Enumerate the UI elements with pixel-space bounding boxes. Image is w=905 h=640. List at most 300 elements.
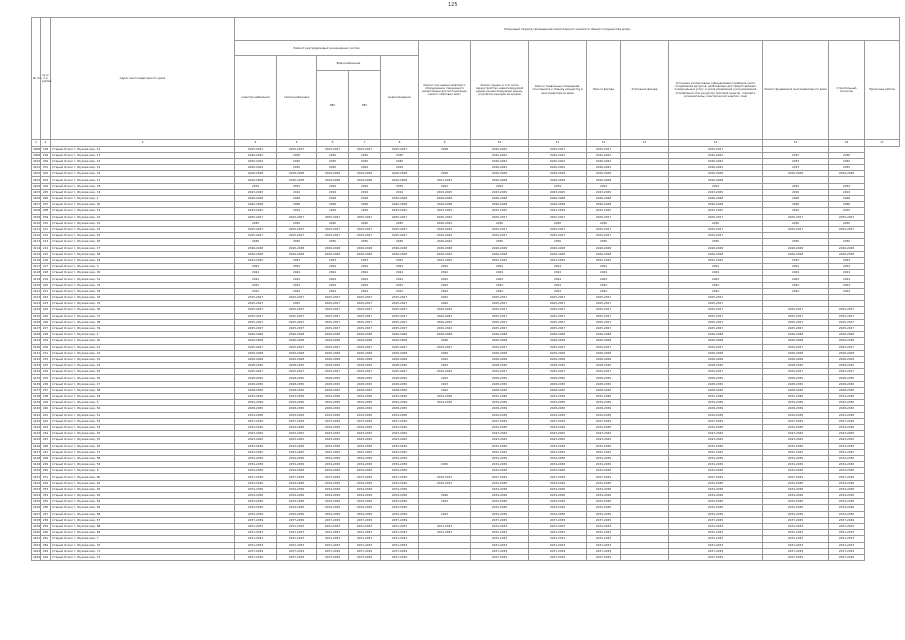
table-cell: 2034-2036 — [669, 400, 763, 406]
table-cell: 2021-2023 — [419, 177, 471, 183]
table-cell: 2034-2036 — [235, 511, 277, 517]
table-cell: 2026-2028 — [317, 177, 349, 183]
table-cell: 4148 — [33, 455, 41, 460]
table-cell: 2034-2036 — [349, 486, 381, 492]
table-cell: 4140 — [33, 406, 41, 411]
table-cell: 2019 — [829, 189, 865, 195]
table-cell: 2026-2028 — [587, 338, 621, 344]
table-cell: 2034-2036 — [381, 511, 419, 517]
table-cell: 2024 — [529, 276, 587, 282]
table-cell: 2024 — [763, 288, 829, 294]
table-cell: 233 — [41, 363, 51, 369]
table-cell: 2037-2039 — [235, 548, 277, 554]
table-cell: 2034-2036 — [235, 480, 277, 486]
table-cell: 2034-2036 — [529, 480, 587, 486]
table-cell: 2025-2027 — [587, 295, 621, 301]
table-cell: 2024 — [471, 288, 529, 294]
table-cell: 2034-2036 — [317, 511, 349, 517]
table-cell: 2025-2027 — [829, 325, 865, 331]
table-cell: 2025-2027 — [587, 307, 621, 313]
column-number: 9 — [419, 140, 471, 147]
table-cell: 2025-2027 — [669, 313, 763, 319]
table-cell: 2034-2036 — [763, 455, 829, 461]
table-cell: 2024 — [471, 276, 529, 282]
table-cell: 2037-2039 — [317, 554, 349, 560]
table-cell: 2034-2036 — [763, 505, 829, 511]
table-cell: 2030 — [763, 239, 829, 245]
table-cell: 2026-2028 — [349, 251, 381, 257]
table-cell: 2040-2042 — [471, 152, 529, 158]
table-cell: 2028-2030 — [349, 406, 381, 412]
table-cell: 2034-2036 — [419, 394, 471, 400]
table-cell: 2025-2027 — [529, 319, 587, 325]
table-cell: 2034-2036 — [471, 480, 529, 486]
table-cell: 2037-2039 — [763, 418, 829, 424]
column-number: 13 — [621, 140, 669, 147]
table-cell: 2022 — [419, 264, 471, 270]
table-cell: 4145 — [33, 437, 41, 442]
table-cell: 2043-2045 — [317, 449, 349, 455]
address-cell: Старый Оскол г, Жукова мкр, 7 — [51, 536, 235, 542]
table-cell: 2025-2027 — [277, 369, 317, 375]
table-cell: 254 — [41, 493, 51, 499]
table-cell: 2043-2045 — [669, 437, 763, 443]
table-cell: 2028-2030 — [277, 387, 317, 393]
table-cell: 2031-2033 — [587, 530, 621, 536]
table-cell: 2025-2027 — [471, 319, 529, 325]
table-cell: 206 — [41, 196, 51, 202]
table-cell: 2043-2045 — [829, 431, 865, 437]
table-cell: 2025-2027 — [381, 146, 419, 152]
table-cell: 2030 — [381, 152, 419, 158]
table-cell: 2031-2033 — [829, 542, 865, 548]
column-number: 16 — [829, 140, 865, 147]
table-cell: 2028-2030 — [669, 363, 763, 369]
table-cell: 2026-2028 — [829, 356, 865, 362]
table-cell: 2037-2039 — [529, 418, 587, 424]
table-cell: 2031-2033 — [529, 536, 587, 542]
table-cell: 2026-2028 — [349, 356, 381, 362]
table-cell: 2023 — [419, 499, 471, 505]
table-cell: 4113 — [33, 239, 41, 244]
table-cell: 4144 — [33, 431, 41, 436]
table-cell: 2034-2036 — [529, 424, 587, 430]
table-cell: 2025-2027 — [277, 233, 317, 239]
table-cell: 2024 — [235, 276, 277, 282]
table-cell: 2034-2036 — [235, 424, 277, 430]
table-cell: 214 — [41, 245, 51, 251]
table-cell: 2022 — [419, 295, 471, 301]
table-cell: 4139 — [33, 400, 41, 405]
table-cell: 2025-2027 — [235, 233, 277, 239]
table-cell: 2022 — [419, 356, 471, 362]
table-cell: 2026-2028 — [529, 171, 587, 177]
table-cell: 2025-2027 — [235, 319, 277, 325]
table-cell: 2037-2039 — [471, 548, 529, 554]
table-cell: 2025-2027 — [381, 233, 419, 239]
table-cell: 2034-2036 — [529, 394, 587, 400]
table-cell: 2046-2048 — [381, 196, 419, 202]
table-cell: 2046-2048 — [381, 245, 419, 251]
header-no: № п/п — [32, 18, 41, 140]
table-cell: 2034-2036 — [349, 493, 381, 499]
table-cell: 2031-2033 — [317, 530, 349, 536]
table-cell: 2034-2036 — [587, 511, 621, 517]
table-cell: 2025-2027 — [587, 325, 621, 331]
table-cell: 2030 — [235, 239, 277, 245]
table-cell: 4163 — [33, 548, 41, 553]
table-cell: 2025-2027 — [349, 301, 381, 307]
table-cell: 2031-2033 — [381, 530, 419, 536]
table-cell: 2028-2030 — [317, 406, 349, 412]
table-cell: 2034-2036 — [277, 505, 317, 511]
table-cell: 2034-2036 — [349, 424, 381, 430]
table-cell: 2043-2045 — [529, 208, 587, 214]
table-cell: 2025-2027 — [235, 301, 277, 307]
table-cell: 2025-2027 — [471, 295, 529, 301]
table-cell: 2025-2027 — [669, 226, 763, 232]
table-cell: 2043-2045 — [277, 431, 317, 437]
table-cell: 2025-2027 — [471, 226, 529, 232]
table-cell: 4104 — [33, 183, 41, 188]
table-cell: 2043-2045 — [587, 449, 621, 455]
header-basement: Ремонт подвальных помещений, относящихся к общему имуществу в многоквартирном доме — [529, 41, 587, 140]
table-cell: 2037-2039 — [381, 517, 419, 523]
table-cell: 2034-2036 — [471, 486, 529, 492]
table-cell: 2031-2033 — [529, 523, 587, 529]
table-cell: 2028-2030 — [471, 387, 529, 393]
table-cell: 2046-2048 — [669, 332, 763, 338]
table-cell: 2043-2045 — [381, 437, 419, 443]
table-cell: 2026-2028 — [669, 350, 763, 356]
table-cell: 2024 — [587, 282, 621, 288]
table-cell: 221 — [41, 288, 51, 294]
table-cell: 2046-2048 — [763, 332, 829, 338]
column-number: 7 — [349, 140, 381, 147]
address-cell: Старый Оскол г, Жукова мкр, 47 — [51, 381, 235, 387]
table-cell: 2025-2027 — [471, 344, 529, 350]
table-cell: 2037-2039 — [471, 517, 529, 523]
table-cell: 2026-2028 — [829, 171, 865, 177]
table-cell: 2040-2042 — [419, 214, 471, 220]
table-cell: 2025-2027 — [381, 307, 419, 313]
table-cell: 2024 — [829, 270, 865, 276]
table-cell: 2025-2027 — [277, 146, 317, 152]
table-cell: 2025-2027 — [763, 313, 829, 319]
table-cell: 2034-2036 — [763, 443, 829, 449]
address-cell: Старый Оскол г, Жукова мкр, 6 — [51, 468, 235, 474]
table-cell: 2030 — [277, 152, 317, 158]
table-cell: 2024 — [381, 282, 419, 288]
table-cell: 2040-2042 — [471, 165, 529, 171]
table-cell: 2025-2027 — [587, 344, 621, 350]
table-cell: 2026 — [419, 338, 471, 344]
table-cell: 2046-2048 — [763, 245, 829, 251]
table-cell: 2025-2027 — [277, 295, 317, 301]
table-cell: 2028-2030 — [587, 387, 621, 393]
table-cell: 2034-2036 — [349, 480, 381, 486]
table-cell: 2037-2039 — [587, 418, 621, 424]
table-cell: 4158 — [33, 517, 41, 522]
table-cell: 228 — [41, 332, 51, 338]
address-cell: Старый Оскол г, Жукова мкр, 35 — [51, 301, 235, 307]
table-cell: 2037-2039 — [669, 517, 763, 523]
table-cell: 2033 — [763, 165, 829, 171]
table-cell: 2034-2036 — [587, 424, 621, 430]
table-cell: 2025-2027 — [471, 214, 529, 220]
address-cell: Старый Оскол г, Жукова мкр, 68 — [51, 523, 235, 529]
address-cell: Старый Оскол г, Жукова мкр, 36 — [51, 307, 235, 313]
table-cell: 2040-2042 — [419, 251, 471, 257]
table-cell: 264 — [41, 554, 51, 560]
table-cell: 2025-2027 — [277, 319, 317, 325]
table-cell: 2026-2028 — [763, 350, 829, 356]
table-cell: 2026-2028 — [587, 171, 621, 177]
table-cell: 2025-2027 — [317, 319, 349, 325]
table-cell: 4119 — [33, 276, 41, 281]
table-cell: 2034-2036 — [277, 499, 317, 505]
table-cell: 2034-2036 — [235, 486, 277, 492]
table-cell: 2025-2027 — [381, 313, 419, 319]
table-cell: 2022 — [419, 288, 471, 294]
table-cell: 2025-2027 — [317, 369, 349, 375]
table-cell: 2037-2039 — [277, 474, 317, 480]
table-cell: 2026-2028 — [317, 350, 349, 356]
table-cell: 2034-2036 — [317, 443, 349, 449]
table-cell: 4157 — [33, 511, 41, 516]
table-cell: 2034-2036 — [317, 499, 349, 505]
table-cell: 2034-2036 — [829, 462, 865, 468]
table-cell: 261 — [41, 536, 51, 542]
table-cell: 2040-2042 — [419, 307, 471, 313]
table-cell: 2025-2027 — [317, 313, 349, 319]
table-cell: 235 — [41, 375, 51, 381]
table-cell: 2025-2027 — [763, 369, 829, 375]
table-cell: 2034 — [829, 183, 865, 189]
table-cell: 4118 — [33, 270, 41, 275]
table-cell: 2028-2030 — [277, 363, 317, 369]
table-cell: 2025-2027 — [587, 313, 621, 319]
table-cell: 2046-2048 — [317, 245, 349, 251]
table-cell: 2034-2036 — [381, 412, 419, 418]
table-cell: 2043-2045 — [587, 437, 621, 443]
table-cell: 4159 — [33, 524, 41, 529]
address-cell: Старый Оскол г, Жукова мкр, 61 — [51, 480, 235, 486]
table-cell: 2026-2028 — [277, 356, 317, 362]
table-cell: 2025-2027 — [529, 301, 587, 307]
table-cell: 2033 — [763, 257, 829, 263]
address-cell: Старый Оскол г, Жукова мкр, 64 — [51, 499, 235, 505]
address-cell: Старый Оскол г, Жукова мкр, 27 — [51, 245, 235, 251]
table-cell: 2024 — [349, 288, 381, 294]
table-cell: 2034-2036 — [471, 462, 529, 468]
table-cell: 2034-2036 — [317, 394, 349, 400]
table-cell: 2043-2045 — [669, 431, 763, 437]
column-number: 10 — [471, 140, 529, 147]
table-cell: 2037-2039 — [829, 517, 865, 523]
table-cell: 2025-2027 — [669, 214, 763, 220]
table-cell: 2037-2039 — [277, 418, 317, 424]
table-cell: 2025-2027 — [235, 226, 277, 232]
table-cell: 2019 — [829, 208, 865, 214]
table-cell: 2025-2027 — [235, 325, 277, 331]
table-cell: 2030 — [317, 239, 349, 245]
table-cell: 249 — [41, 462, 51, 468]
table-cell: 2046-2048 — [235, 202, 277, 208]
table-cell: 2025-2027 — [349, 295, 381, 301]
table-cell: 2024 — [763, 282, 829, 288]
table-cell: 2034-2036 — [349, 511, 381, 517]
table-cell: 2030 — [235, 220, 277, 226]
table-cell: 2025-2027 — [587, 214, 621, 220]
table-cell: 2034-2036 — [471, 499, 529, 505]
table-cell: 2046-2048 — [277, 245, 317, 251]
address-cell: Старый Оскол г, Жукова мкр, 26 — [51, 239, 235, 245]
table-cell: 4111 — [33, 227, 41, 232]
table-cell: 2037-2039 — [235, 554, 277, 560]
table-cell: 2025-2027 — [349, 307, 381, 313]
table-cell: 2030 — [381, 220, 419, 226]
table-cell: 4122 — [33, 295, 41, 300]
table-cell: 2043-2045 — [471, 431, 529, 437]
address-cell: Старый Оскол г, Жукова мкр, 50 — [51, 406, 235, 412]
table-cell: 2025-2027 — [669, 146, 763, 152]
table-cell: 2028-2030 — [529, 375, 587, 381]
address-cell: Старый Оскол г, Жукова мкр, 42 — [51, 350, 235, 356]
table-cell: 2043-2045 — [381, 208, 419, 214]
table-cell: 242 — [41, 418, 51, 424]
table-cell: 2025-2027 — [317, 214, 349, 220]
table-cell: 2028-2030 — [763, 363, 829, 369]
table-cell: 2024 — [317, 276, 349, 282]
table-cell: 2034-2036 — [669, 462, 763, 468]
table-cell: 2043-2045 — [277, 437, 317, 443]
table-cell: 2030 — [763, 220, 829, 226]
table-cell: 2031-2033 — [235, 542, 277, 548]
column-number: 14 — [669, 140, 763, 147]
table-cell: 2034-2036 — [317, 455, 349, 461]
table-cell: 2034-2036 — [669, 505, 763, 511]
table-cell: 2026-2028 — [235, 338, 277, 344]
table-cell: 2034-2036 — [829, 486, 865, 492]
table-cell: 2034-2036 — [529, 499, 587, 505]
table-cell: 2043-2045 — [471, 437, 529, 443]
table-cell: 2043-2045 — [669, 257, 763, 263]
table-cell: 2043-2045 — [349, 437, 381, 443]
header-elevator: Ремонт или замена лифтового оборудования, признанного непригодным для эксплуатации, ремонт лифтовых шахт — [419, 41, 471, 140]
table-cell: 262 — [41, 542, 51, 548]
table-cell: 2034-2036 — [587, 505, 621, 511]
table-cell: 2028-2030 — [349, 375, 381, 381]
table-cell: 2025-2027 — [235, 214, 277, 220]
table-cell: 2025-2027 — [669, 233, 763, 239]
table-cell: 2043-2045 — [235, 189, 277, 195]
table-cell: 2031-2033 — [829, 530, 865, 536]
table-cell: 2026-2028 — [381, 356, 419, 362]
table-cell: 2034-2036 — [763, 468, 829, 474]
table-cell: 2034-2036 — [349, 462, 381, 468]
table-cell: 2043-2045 — [419, 189, 471, 195]
table-cell: 2025-2027 — [381, 226, 419, 232]
address-cell: Старый Оскол г, Жукова мкр, 49 — [51, 394, 235, 400]
table-cell: 2026-2028 — [317, 356, 349, 362]
table-cell: 2046-2048 — [669, 245, 763, 251]
table-cell: 2037-2039 — [349, 554, 381, 560]
table-cell: 2024 — [381, 264, 419, 270]
table-cell: 2026-2028 — [235, 171, 277, 177]
table-cell: 2025-2027 — [587, 301, 621, 307]
table-cell: 219 — [41, 276, 51, 282]
table-cell: 2025-2027 — [471, 301, 529, 307]
table-cell: 4138 — [33, 394, 41, 399]
table-cell: 2024 — [763, 264, 829, 270]
table-cell: 2025-2027 — [349, 226, 381, 232]
table-cell: 2034-2036 — [381, 505, 419, 511]
table-cell: 2024 — [349, 264, 381, 270]
table-cell: 2025-2027 — [381, 344, 419, 350]
table-cell: 2026-2028 — [471, 338, 529, 344]
table-cell: 2025-2027 — [471, 307, 529, 313]
table-cell: 2037-2039 — [235, 474, 277, 480]
address-cell: Старый Оскол г, Жукова мкр, 34 — [51, 295, 235, 301]
table-cell: 2026 — [419, 493, 471, 499]
table-cell: 2028-2030 — [587, 375, 621, 381]
table-cell: 2033 — [381, 257, 419, 263]
column-number: 6 — [317, 140, 349, 147]
table-cell: 2024 — [529, 270, 587, 276]
table-cell: 2043-2045 — [317, 437, 349, 443]
table-cell: 2034-2036 — [587, 468, 621, 474]
table-cell: 2048 — [277, 202, 317, 208]
table-cell: 2030 — [349, 220, 381, 226]
table-cell: 2031-2033 — [763, 523, 829, 529]
table-cell: 2046-2048 — [235, 196, 277, 202]
table-cell: 2040-2042 — [419, 220, 471, 226]
table-cell: 2037-2039 — [317, 517, 349, 523]
table-cell: 2043-2045 — [587, 257, 621, 263]
table-cell: 2033 — [317, 257, 349, 263]
table-cell: 2034-2036 — [587, 486, 621, 492]
table-cell: 2030 — [277, 158, 317, 164]
table-cell: 2043-2045 — [419, 208, 471, 214]
table-cell: 2025-2027 — [381, 325, 419, 331]
address-cell: Старый Оскол г, Жукова мкр, 3 — [51, 264, 235, 270]
table-cell: 2034-2036 — [381, 493, 419, 499]
table-cell: 2034-2036 — [587, 443, 621, 449]
table-cell: 2034-2036 — [587, 480, 621, 486]
table-cell: 2025-2027 — [317, 344, 349, 350]
table-cell: 2034-2036 — [669, 486, 763, 492]
table-cell: 2026-2028 — [669, 251, 763, 257]
table-cell: 2034 — [317, 183, 349, 189]
table-cell: 2043-2045 — [235, 208, 277, 214]
table-cell: 2022 — [419, 276, 471, 282]
table-cell: 216 — [41, 257, 51, 263]
table-cell: 2024 — [277, 264, 317, 270]
table-cell: 2025-2027 — [829, 214, 865, 220]
table-cell: 2034-2036 — [235, 443, 277, 449]
table-cell: 2037-2039 — [235, 418, 277, 424]
table-cell: 2034-2036 — [471, 394, 529, 400]
table-cell: 2031-2033 — [587, 536, 621, 542]
table-cell: 2024 — [349, 270, 381, 276]
table-cell: 2037-2039 — [669, 548, 763, 554]
table-cell: 2048 — [349, 202, 381, 208]
table-cell: 2031-2033 — [277, 542, 317, 548]
table-cell: 205 — [41, 189, 51, 195]
table-cell: 2037-2039 — [763, 474, 829, 480]
table-cell: 2034-2036 — [235, 394, 277, 400]
